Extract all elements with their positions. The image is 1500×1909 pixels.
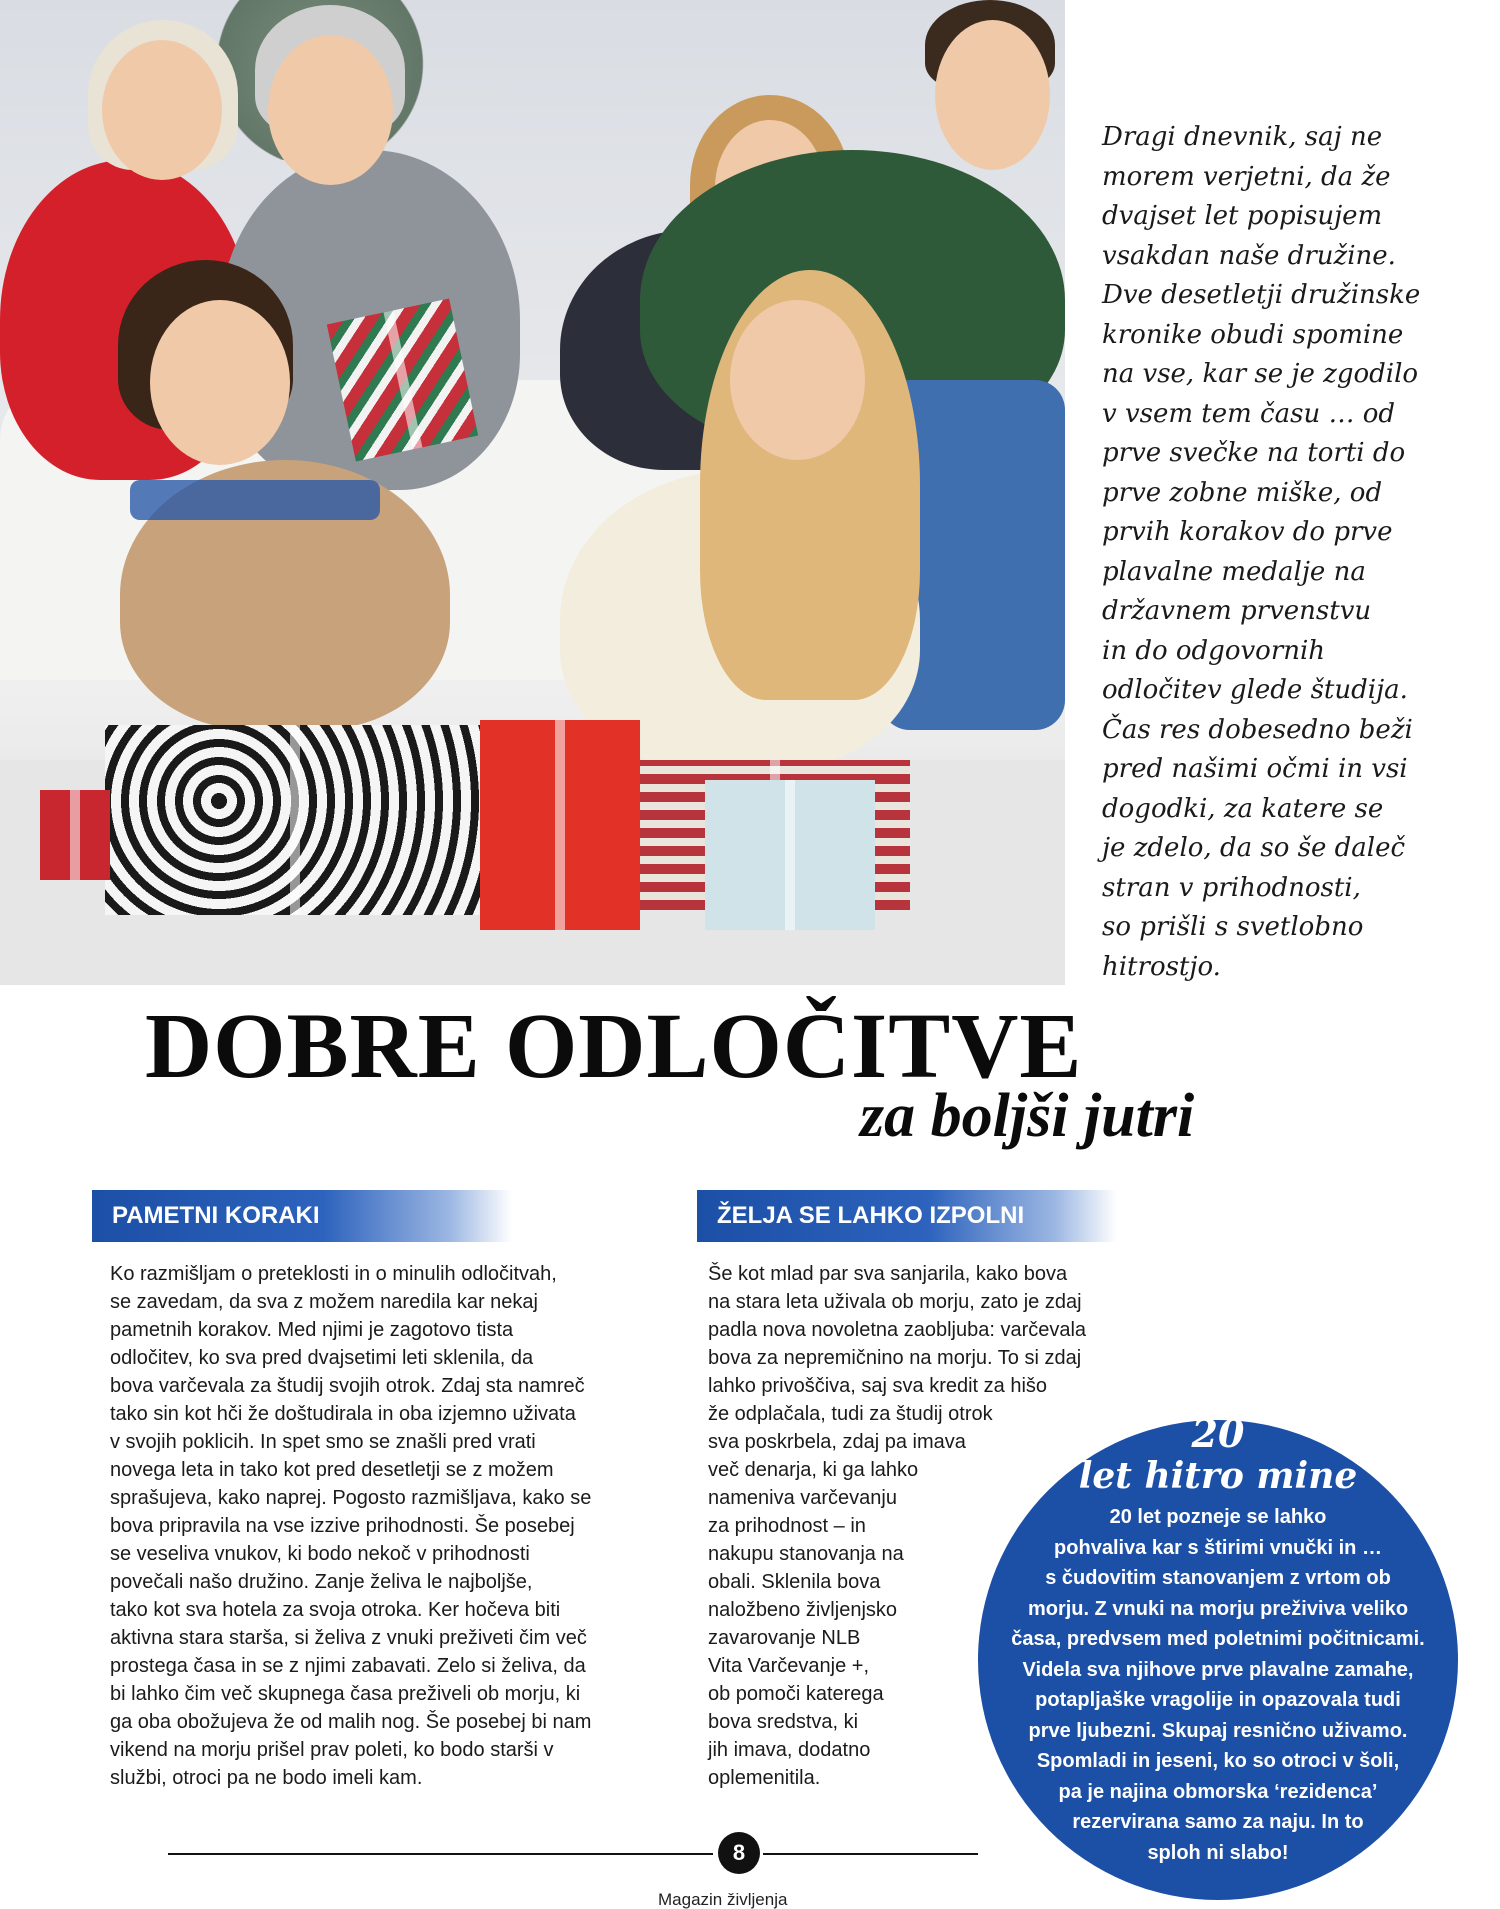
section-heading-pametni-koraki: PAMETNI KORAKI — [92, 1190, 512, 1242]
text-line: sva poskrbela, zdaj pa imava — [708, 1431, 966, 1453]
text-line: nameniva varčevanju — [708, 1487, 897, 1509]
text-line: odločitev, ko sva pred dvajsetimi leti sklenila, da — [110, 1347, 534, 1369]
text-line: bova sredstva, ki — [708, 1711, 859, 1733]
callout-line: časa, predvsem med poletnimi počitnicami. — [1011, 1628, 1425, 1650]
diary-line: prvih korakov do prve — [1102, 517, 1393, 547]
text-line: vikend na morju prišel prav poleti, ko bodo starši v — [110, 1739, 554, 1761]
text-line: za prihodnost – in — [708, 1515, 866, 1537]
text-line: prostega časa in se z njimi zabavati. Zelo si želiva, da — [110, 1655, 586, 1677]
grandfather-face — [268, 35, 393, 185]
text-line: bi lahko čim več skupnega časa preživeli ob morju, ki — [110, 1683, 581, 1705]
diary-line: in do odgovornih — [1102, 635, 1326, 666]
text-line: pametnih korakov. Med njimi je zagotovo tista — [110, 1319, 514, 1341]
callout-circle — [978, 1411, 1458, 1900]
text-line: ob pomoči katerega — [708, 1683, 884, 1705]
text-line: v svojih poklicih. In spet smo se znašli pred vrati — [110, 1431, 536, 1453]
text-line: bova varčevala za študij svojih otrok. Zdaj sta namreč — [110, 1375, 585, 1397]
diary-line: je zdelo, da so še daleč — [1102, 833, 1406, 863]
diary-line: dvajset let popisujem — [1102, 201, 1383, 231]
diary-line: so prišli s svetlobno — [1102, 912, 1364, 942]
text-line: sprašujeva, kako naprej. Pogosto razmišljava, kako se — [110, 1487, 592, 1509]
callout-line: potapljaške vragolije in opazovala tudi — [1035, 1689, 1401, 1711]
diary-line: plavalne medalje na — [1102, 556, 1366, 587]
text-line: bova pripravila na vse izzive prihodnosti. Še posebej — [110, 1515, 575, 1537]
diary-line: državnem prvenstvu — [1102, 596, 1372, 626]
family-christmas-photo — [0, 0, 1065, 985]
gift-box-black-white — [105, 725, 485, 915]
diary-line: na vse, kar se je zgodilo — [1102, 359, 1419, 389]
text-line: nakupu stanovanja na — [708, 1543, 904, 1565]
text-line: padla nova novoletna zaobljuba: varčevala — [708, 1319, 1087, 1341]
section-heading-zelja-se-lahko-izpolni: ŽELJA SE LAHKO IZPOLNI — [697, 1190, 1117, 1242]
callout-line: sploh ni slabo! — [1147, 1841, 1289, 1864]
text-line: oplemenitila. — [708, 1767, 821, 1789]
magazine-name: Magazin življenja — [658, 1890, 788, 1909]
callout-line: 20 let pozneje se lahko — [1109, 1506, 1327, 1528]
text-line: lahko privoščiva, saj sva kredit za hišo — [708, 1375, 1048, 1397]
text-line: Ko razmišljam o preteklosti in o minulih odločitvah, — [110, 1263, 557, 1285]
callout-line: prve ljubezni. Skupaj resnično uživamo. — [1028, 1719, 1408, 1742]
gift-box-left — [40, 790, 110, 880]
text-line: tako kot sva hotela za svoja otroka. Ker hočeva biti — [110, 1599, 561, 1621]
footer-divider-right — [763, 1853, 978, 1855]
text-line: povečali našo družino. Zanje želiva le najboljše, — [110, 1571, 533, 1593]
callout-number: 20 — [1191, 1411, 1245, 1456]
text-line: jih imava, dodatno — [708, 1739, 871, 1761]
callout-line: morju. Z vnuki na morju preživiva veliko — [1027, 1597, 1409, 1620]
boy-sweater-stripe — [130, 480, 380, 520]
text-line: ga oba obožujeva že od malih nog. Še posebej bi nam — [110, 1711, 592, 1733]
boy-face — [150, 300, 290, 465]
diary-line: Čas res dobesedno beži — [1102, 714, 1413, 745]
diary-line: prve zobne miške, od — [1102, 477, 1383, 508]
diary-line: Dve desetletji družinske — [1102, 280, 1421, 310]
text-line: Vita Varčevanje +, — [708, 1655, 870, 1677]
diary-text — [1102, 118, 1462, 987]
callout-line: s čudovitim stanovanjem z vrtom ob — [1045, 1567, 1391, 1589]
diary-line: hitrostjo. — [1102, 951, 1221, 982]
text-line: naložbeno življenjsko — [708, 1599, 898, 1621]
gift-box-red — [480, 720, 640, 930]
diary-line: odločitev glede študija. — [1102, 675, 1408, 705]
text-line: se veseliva vnukov, ki bodo nekoč v prihodnosti — [110, 1543, 530, 1565]
footer-divider-left — [168, 1853, 713, 1855]
text-line: bova za nepremičnino na morju. To si zdaj — [708, 1347, 1082, 1369]
text-line: na stara leta uživala ob morju, zato je zdaj — [708, 1291, 1082, 1313]
diary-line: morem verjetni, da že — [1102, 161, 1391, 192]
father-face — [935, 20, 1050, 170]
diary-line: vsakdan naše družine. — [1102, 240, 1396, 271]
text-line: službi, otroci pa ne bodo imeli kam. — [110, 1767, 423, 1789]
text-line: se zavedam, da sva z možem naredila kar nekaj — [110, 1291, 538, 1313]
callout-line: Spomladi in jeseni, ko so otroci v šoli, — [1036, 1750, 1400, 1772]
girl-face — [730, 300, 865, 460]
diary-line: pred našimi očmi in vsi — [1102, 754, 1408, 784]
callout-text — [978, 1502, 1458, 1868]
text-line: zavarovanje NLB — [708, 1627, 861, 1649]
text-line: novega leta in tako kot pred desetletji se z možem — [110, 1459, 554, 1481]
left-column-text — [110, 1260, 591, 1792]
diary-line: dogodki, za katere se — [1102, 793, 1384, 824]
text-line: tako sin kot hči že doštudirala in oba izjemno uživata — [110, 1403, 576, 1425]
page-headline: DOBRE ODLOČITVE — [145, 995, 1083, 1098]
diary-line: stran v prihodnosti, — [1102, 872, 1361, 903]
callout-line: Videla sva njihove prve plavalne zamahe, — [1022, 1658, 1414, 1681]
diary-line: v vsem tem času … od — [1102, 398, 1396, 429]
diary-line: kronike obudi spomine — [1102, 319, 1404, 350]
callout-line: pohvaliva kar s štirimi vnučki in … — [1054, 1536, 1382, 1559]
text-line: že odplačala, tudi za študij otrok — [708, 1403, 993, 1425]
text-line: obali. Sklenila bova — [708, 1571, 881, 1593]
callout-title: let hitro mine — [1078, 1455, 1358, 1497]
diary-line: Dragi dnevnik, saj ne — [1102, 122, 1383, 152]
text-line: aktivna stara starša, si želiva z vnuki preživeti čim več — [110, 1627, 587, 1649]
text-line: več denarja, ki ga lahko — [708, 1459, 919, 1481]
grandmother-face — [102, 40, 222, 180]
callout-line: rezervirana samo za naju. In to — [1072, 1811, 1364, 1833]
page-number-badge: 8 — [718, 1832, 760, 1874]
page-subheadline: za boljši jutri — [860, 1082, 1195, 1150]
text-line: Še kot mlad par sva sanjarila, kako bova — [708, 1263, 1068, 1285]
gift-box-light-blue — [705, 780, 875, 930]
callout-line: pa je najina obmorska ‘rezidenca’ — [1058, 1780, 1378, 1803]
diary-line: prve svečke na torti do — [1102, 438, 1406, 468]
